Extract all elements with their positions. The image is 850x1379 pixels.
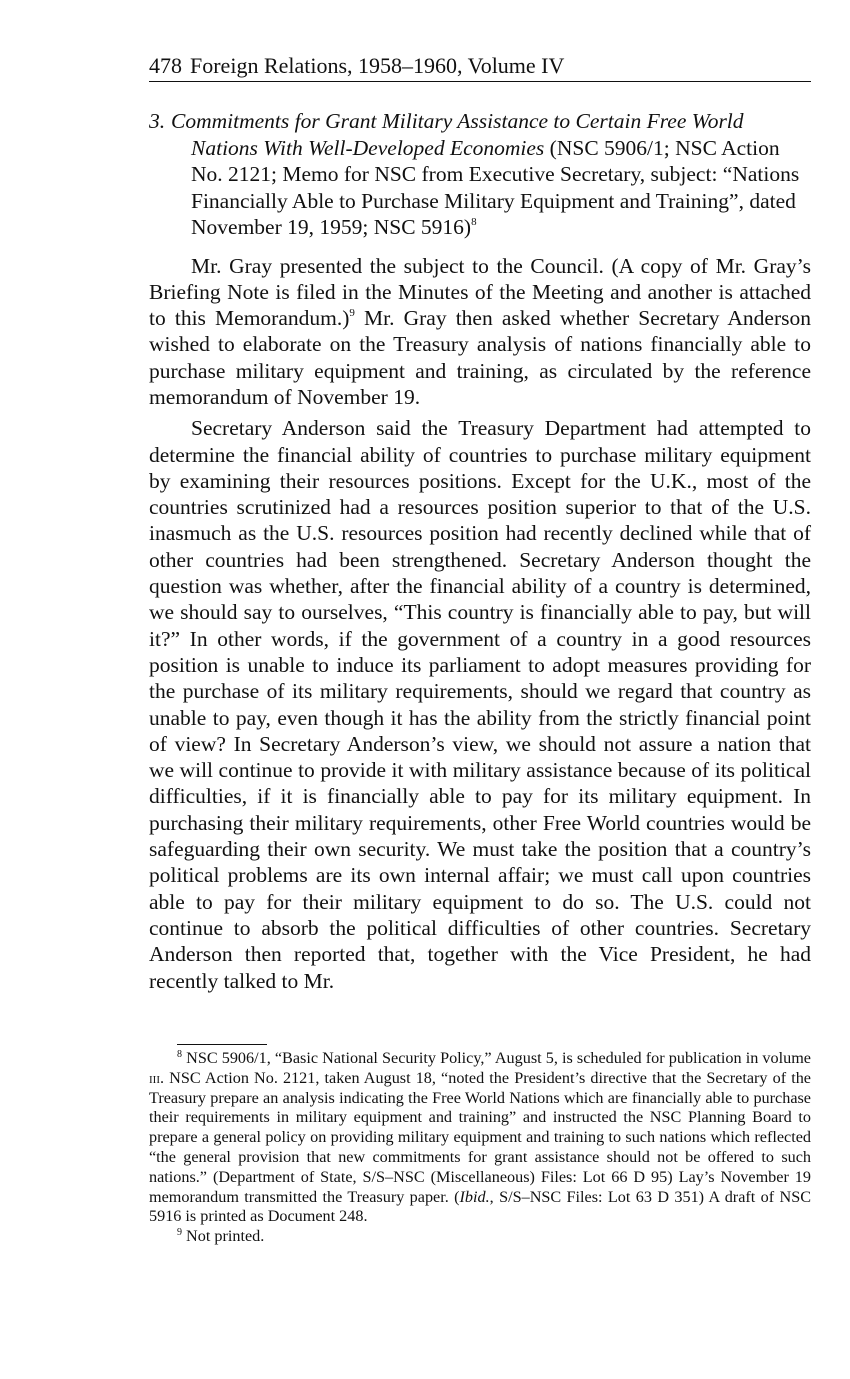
item-number: 3. — [149, 109, 166, 133]
footnote-8-volume: iii — [149, 1068, 160, 1087]
footnote-9 — [149, 1227, 811, 1247]
page-content — [149, 52, 811, 999]
running-head — [149, 52, 811, 82]
footnote-9-text: Not printed. — [182, 1227, 265, 1246]
footnote-8-mark: 8 — [177, 1049, 182, 1060]
item-references: (NSC 5906/1; NSC Action No. 2121; Memo for NSC from Executive Secretary, subject: “Nations Financially Able to Purchase Military Equipment and Training”, dated November 19, 1959; NSC 5916) — [191, 135, 800, 239]
paragraph-1 — [149, 253, 811, 411]
footnote-8-part-c: , S/S–NSC Files: Lot 63 D 351) A draft of NSC 5916 is printed as Document 248. — [149, 1187, 811, 1226]
paragraph-1-part-a: Mr. Gray presented the subject to the Council. (A copy of Mr. Gray’s Briefing Note is filed in the Minutes of the Meeting and another is attached to this Memorandum.) — [149, 253, 811, 331]
footnote-8-part-b: . NSC Action No. 2121, taken August 18, “noted the President’s directive that the Secretary of the Treasury prepare an analysis indicating the Free World Nations which are financially able to purchase their requirements in military equipment and training” and instructed the NSC Planning Board to prepare a general policy on providing military equipment and training to such nations which reflected “the general provision that new commitments for grant assistance should not be offered to such nations.” (Department of State, S/S–NSC (Miscellaneous) Files: Lot 66 D 95) Lay’s November 19 memorandum transmitted the Treasury paper. ( — [149, 1068, 811, 1206]
footnote-ref-9[interactable]: 9 — [349, 307, 355, 320]
paragraph-1-part-b: Mr. Gray then asked whether Secretary Anderson wished to elaborate on the Treasury analysis of nations financially able to purchase military equipment and training, as circulated by the reference memorandum of November 19. — [149, 306, 811, 409]
footnote-ref-8[interactable]: 8 — [471, 216, 477, 228]
page-number: 478 — [149, 53, 182, 78]
footnotes — [149, 1049, 811, 1247]
volume-title: Foreign Relations, 1958–1960, Volume IV — [190, 53, 565, 78]
footnote-8-part-a: NSC 5906/1, “Basic National Security Policy,” August 5, is scheduled for publication in volume — [182, 1049, 811, 1067]
body-text — [149, 253, 811, 994]
footnote-8-ibid: Ibid. — [459, 1187, 490, 1206]
item-heading — [149, 108, 811, 241]
footnote-9-mark: 9 — [177, 1227, 182, 1239]
item-title: Commitments for Grant Military Assistance to Certain Free World Nations With Well-Developed Economies — [171, 109, 744, 160]
paragraph-2: Secretary Anderson said the Treasury Department had attempted to determine the financial ability of countries to purchase military equipment by examining their resources positions. Except for the U.K., most of the countries scrutinized had a resources position superior to that of the U.S. inasmuch as the U.S. resources position had recently declined while that of other countries had been strengthened. Secretary Anderson thought the question was whether, after the financial ability of a country is determined, we should say to ourselves, “This country is financially able to pay, but will it?” In other words, if the government of a country in a good resources position is unable to induce its parliament to adopt measures providing for the purchase of its military requirements, should we regard that country as unable to pay, even though it has the ability from the strictly financial point of view? In Secretary Anderson’s view, we should not assure a nation that we will continue to provide it with military assistance because of its political difficulties, if it is financially able to pay for its military equipment. In purchasing their military requirements, other Free World countries would be safeguarding their own security. We must take the position that a country’s political problems are its own internal affair; we must call upon countries able to pay for their military equipment to do so. The U.S. could not continue to absorb the political difficulties of other countries. Secretary Anderson then reported that, together with the Vice President, he had recently talked to Mr. — [149, 416, 811, 993]
footnote-8 — [149, 1049, 811, 1227]
footnote-rule — [177, 1044, 267, 1045]
